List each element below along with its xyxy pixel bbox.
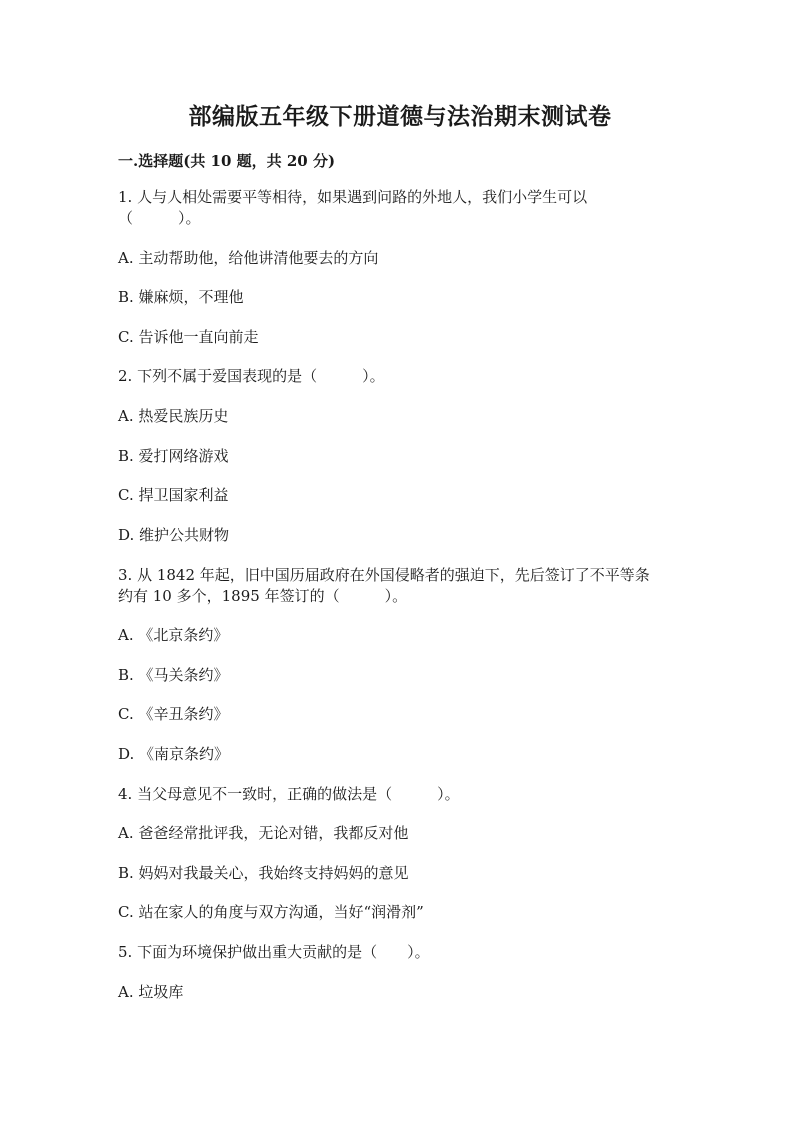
page-title: 部编版五年级下册道德与法治期末测试卷 (188, 103, 612, 130)
question-2-option-b: B. 爱打网络游戏 (118, 447, 229, 465)
question-3-option-a: A. 《北京条约》 (118, 626, 229, 644)
question-1-blank: （ ）。 (118, 209, 201, 227)
question-1-option-c: C. 告诉他一直向前走 (118, 328, 259, 346)
question-2-stem: 2. 下列不属于爱国表现的是（ ）。 (118, 367, 385, 385)
question-3-stem: 3. 从 1842 年起，旧中国历届政府在外国侵略者的强迫下，先后签订了不平等条 (118, 566, 650, 584)
question-4-option-c: C. 站在家人的角度与双方沟通，当好“润滑剂” (118, 903, 424, 921)
question-4-stem: 4. 当父母意见不一致时，正确的做法是（ ）。 (118, 785, 460, 803)
question-5-option-a: A. 垃圾库 (118, 983, 184, 1001)
question-1-option-b: B. 嫌麻烦，不理他 (118, 288, 244, 306)
section-heading: 一.选择题(共 10 题，共 20 分) (118, 152, 336, 170)
question-3-option-c: C. 《辛丑条约》 (118, 705, 229, 723)
question-2-option-d: D. 维护公共财物 (118, 526, 230, 544)
question-3-stem-cont: 约有 10 多个，1895 年签订的（ ）。 (118, 587, 408, 605)
question-5-stem: 5. 下面为环境保护做出重大贡献的是（ ）。 (118, 943, 430, 961)
question-1-option-a: A. 主动帮助他，给他讲清他要去的方向 (118, 249, 379, 267)
question-2-option-a: A. 热爱民族历史 (118, 407, 229, 425)
question-3-option-d: D. 《南京条约》 (118, 745, 230, 763)
question-2-option-c: C. 捍卫国家利益 (118, 486, 229, 504)
question-3-option-b: B. 《马关条约》 (118, 666, 229, 684)
question-4-option-b: B. 妈妈对我最关心，我始终支持妈妈的意见 (118, 864, 409, 882)
question-1-stem: 1. 人与人相处需要平等相待，如果遇到问路的外地人，我们小学生可以 (118, 188, 588, 206)
question-4-option-a: A. 爸爸经常批评我，无论对错，我都反对他 (118, 824, 409, 842)
